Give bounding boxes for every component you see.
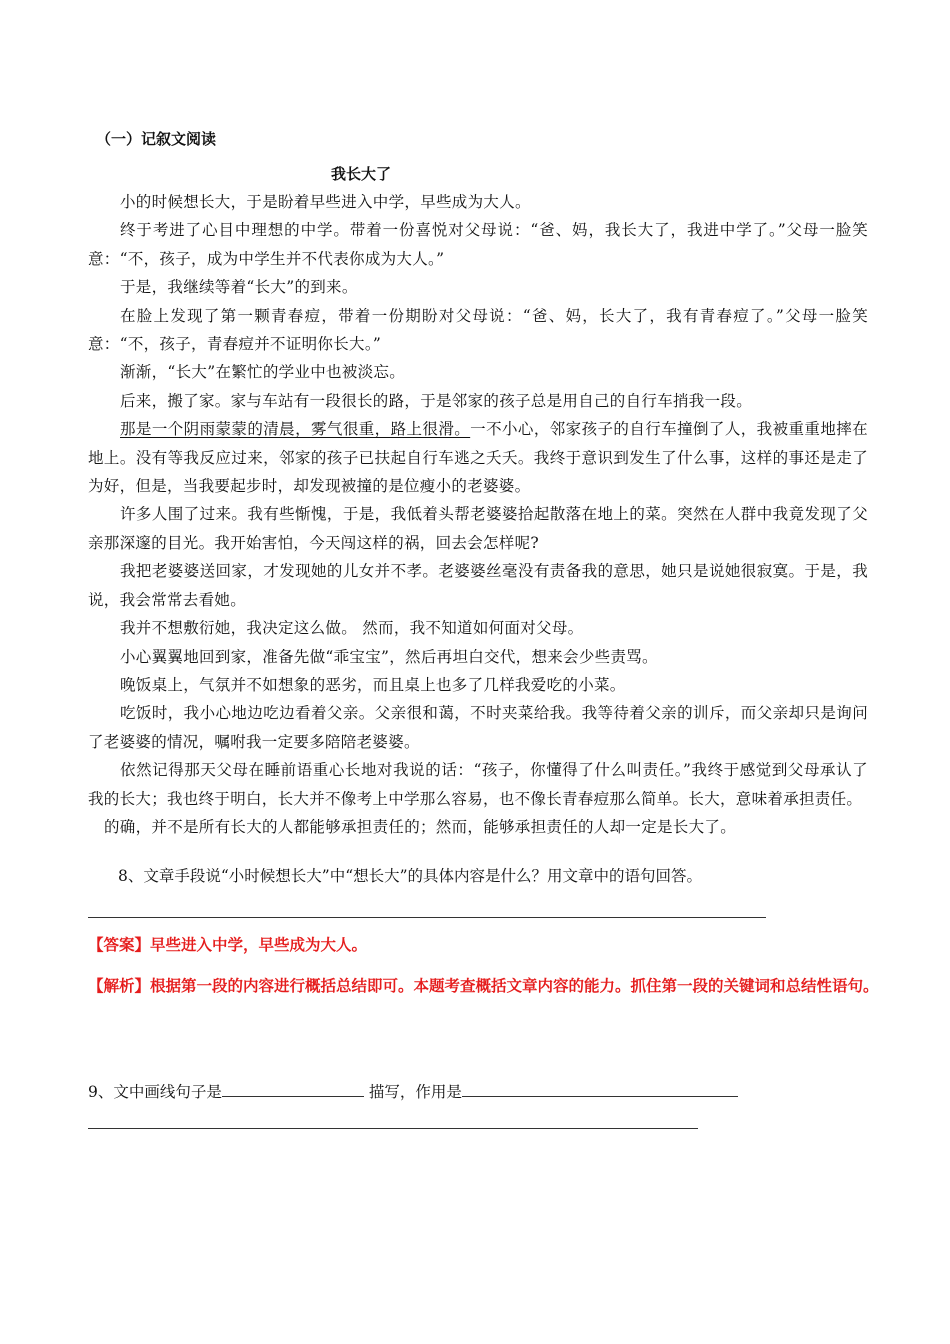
question-9-part1: 9、文中画线句子是: [88, 1083, 222, 1101]
answer-text: 【答案】早些进入中学，早些成为大人。: [88, 936, 368, 954]
section-title: （一）记叙文阅读: [96, 130, 217, 148]
paragraph: 吃饭时，我小心地边吃边看着父亲。父亲很和蔼，不时夹菜给我。我等待着父亲的训斥，而父亲却只是询问了老婆婆的情况，嘱咐我一定要多陪陪老婆婆。: [88, 704, 868, 751]
paragraph: 小心翼翼地回到家，准备先做“乖宝宝”，然后再坦白交代，想来会少些责骂。: [120, 647, 658, 666]
paragraph: [88, 415, 868, 500]
answer-line: [88, 1128, 698, 1129]
paragraph: 的确，并不是所有长大的人都能够承担责任的；然而，能够承担责任的人却一定是长大了。: [104, 817, 737, 836]
question-9-part2: 描写，作用是: [368, 1083, 462, 1101]
paragraph: 于是，我继续等着“长大”的到来。: [120, 278, 358, 297]
paragraph-rest: 一不小心，邻家孩子的自行车撞倒了人，我被重重地摔在地上。没有等我反应过来，邻家的孩子已扶起自行车逃之夭夭。我终于意识到发生了什么事，这样的事还是走了为好，但是，当我要起步时，却发现被撞的是位瘦小的老婆婆。: [88, 420, 868, 496]
paragraph: 小的时候想长大，于是盼着早些进入中学，早些成为大人。: [120, 193, 531, 211]
answer-line: [88, 917, 766, 918]
paragraph: 我把老婆婆送回家，才发现她的儿女并不孝。老婆婆丝毫没有责备我的意思，她只是说她很寂寞。于是，我说，我会常常去看她。: [88, 562, 868, 609]
paragraph: 在脸上发现了第一颗青春痘，带着一份期盼对父母说：“爸、妈，长大了，我有青春痘了。”父母一脸笑意：“不，孩子，青春痘并不证明你长大。”: [88, 306, 868, 354]
analysis-text: 【解析】根据第一段的内容进行概括总结即可。本题考查概括文章内容的能力。抓住第一段的关键词和总结性语句。: [88, 977, 879, 995]
article-title: 我长大了: [331, 165, 392, 183]
paragraph: 依然记得那天父母在睡前语重心长地对我说的话：“孩子，你懂得了什么叫责任。”我终于感觉到父母承认了我的长大；我也终于明白，长大并不像考上中学那么容易，也不像长青春痘那么简单。长大，意味着承担责任。: [88, 761, 868, 808]
paragraph: 终于考进了心目中理想的中学。带着一份喜悦对父母说：“爸、妈，我长大了，我进中学了。”父母一脸笑意：“不，孩子，成为中学生并不代表你成为大人。”: [88, 221, 868, 268]
paragraph: 后来，搬了家。家与车站有一段很长的路，于是邻家的孩子总是用自己的自行车捎我一段。: [120, 391, 753, 410]
blank-field: [462, 1082, 738, 1097]
blank-field: [222, 1082, 364, 1097]
paragraph: 晚饭桌上，气氛并不如想象的恶劣，而且桌上也多了几样我爱吃的小菜。: [120, 675, 626, 694]
paragraph: 渐渐，“长大”在繁忙的学业中也被淡忘。: [120, 363, 406, 382]
article-body: [88, 188, 868, 841]
paragraph: 许多人围了过来。我有些惭愧，于是，我低着头帮老婆婆拾起散落在地上的菜。突然在人群中我竟发现了父亲那深邃的目光。我开始害怕，今天闯这样的祸，回去会怎样呢?: [88, 505, 868, 552]
question-8: 8、文章手段说“小时候想长大”中“想长大”的具体内容是什么？用文章中的语句回答。: [118, 867, 703, 885]
question-9: [88, 1080, 738, 1102]
paragraph: 我并不想敷衍她，我决定这么做。 然而，我不知道如何面对父母。: [120, 619, 584, 638]
underlined-sentence: 那是一个阴雨蒙蒙的清晨，雾气很重，路上很滑。: [120, 420, 471, 439]
